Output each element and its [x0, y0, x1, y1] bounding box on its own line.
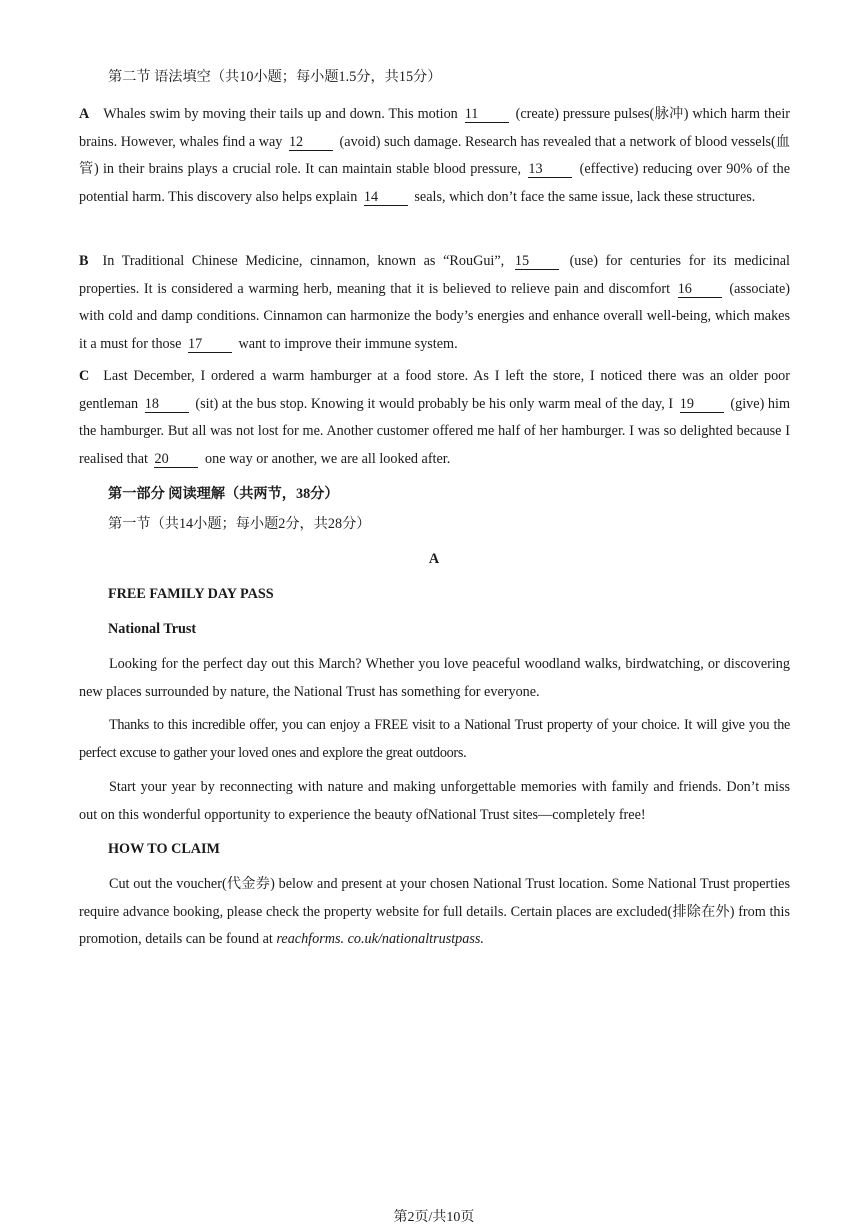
paragraph-2: Thanks to this incredible offer, you can enjoy a FREE visit to a National Trust property of your choice. It will give you the perfect excuse to gather your loved ones and explore the great outdoors.	[79, 717, 790, 761]
passage-a-text-1: Whales swim by moving their tails up and down. This motion	[103, 106, 458, 122]
passage-b-text-2: (use) for centuries for its medicinal properties. It is considered a warming herb, meaning that it is believed to relieve pain and discomfort	[79, 253, 791, 297]
passage-a-text-2: (create) pressure pulses(脉冲) which harm their brains. However, whales find a way	[79, 106, 790, 150]
blank-13: 13	[528, 161, 572, 178]
page-footer: 第2页/共10页	[393, 1210, 475, 1225]
passage-b-text-1: In Traditional Chinese Medicine, cinnamon, known as “RouGui”,	[102, 253, 505, 269]
blank-14: 14	[364, 189, 408, 206]
grammar-passage-c	[79, 363, 790, 473]
passage-c-label: C	[79, 368, 90, 384]
blank-17: 17	[188, 336, 232, 353]
passage-a-text-5: seals, which don’t face the same issue, lack these structures.	[414, 188, 756, 205]
blank-15: 15	[515, 253, 559, 270]
passage-c-text-1: Last December, I ordered a warm hamburger at a food store. As I left the store, I noticed there was an older poor gentleman	[79, 368, 790, 412]
org-name: National Trust	[108, 621, 197, 637]
passage-c-text-2: (sit) at the bus stop. Knowing it would probably be his only warm meal of the day, I	[195, 395, 674, 412]
paragraph-1: Looking for the perfect day out this March? Whether you love peaceful woodland walks, birdwatching, or discovering new places surrounded by nature, the National Trust has something for everyone.	[79, 656, 790, 700]
passage-b-text-4: want to improve their immune system.	[238, 335, 458, 352]
passage-c-text-3: (give) him the hamburger. But all was not lost for me. Another customer offered me half of her hamburger. I was so delighted because I realised that	[79, 395, 791, 467]
claim-link[interactable]: reachforms. co.uk/nationaltrustpass.	[276, 931, 484, 947]
passage-a-text-3: (avoid) such damage. Research has revealed that a network of blood vessels(血管) in their brains plays a crucial role. It can maintain stable blood pressure,	[79, 133, 790, 177]
section1-title: 第一节（共14小题；每小题2分，共28分）	[108, 516, 371, 532]
claim-title: HOW TO CLAIM	[108, 841, 220, 857]
grammar-passage-b	[79, 248, 790, 358]
passage-b-label: B	[79, 253, 89, 269]
blank-12: 12	[289, 134, 333, 151]
paragraph-4	[79, 871, 790, 954]
passage-b-text-3: (associate) with cold and damp conditions. Cinnamon can harmonize the body’s energies and enhance overall well-being, which makes it a must for those	[79, 280, 791, 352]
paragraph-4-text: Cut out the voucher(代金券) below and present at your chosen National Trust location. Some National Trust properties require advance booking, please check the property website for full details. Certain places are excluded(排除在外) from this promotion, details can be found at	[79, 876, 790, 947]
passage-letter: A	[428, 551, 440, 567]
section2-title: 第二节 语法填空（共10小题；每小题1.5分，共15分）	[108, 69, 442, 85]
blank-19: 19	[680, 396, 724, 413]
pass-title: FREE FAMILY DAY PASS	[108, 586, 274, 602]
passage-c-text-4: one way or another, we are all looked after.	[205, 450, 451, 467]
passage-a-text-4: (effective) reducing over 90% of the potential harm. This discovery also helps explain	[79, 161, 790, 205]
blank-18: 18	[145, 396, 189, 413]
grammar-passage-a	[79, 101, 790, 211]
blank-20: 20	[154, 451, 198, 468]
blank-11: 11	[465, 106, 509, 123]
paragraph-3: Start your year by reconnecting with nature and making unforgettable memories with family and friends. Don’t miss out on this wonderful opportunity to experience the beauty ofNational Trust sites—completely free!	[79, 779, 790, 823]
blank-16: 16	[678, 281, 722, 298]
passage-a-label: A	[79, 106, 90, 122]
part1-title: 第一部分 阅读理解（共两节，38分）	[108, 486, 339, 502]
